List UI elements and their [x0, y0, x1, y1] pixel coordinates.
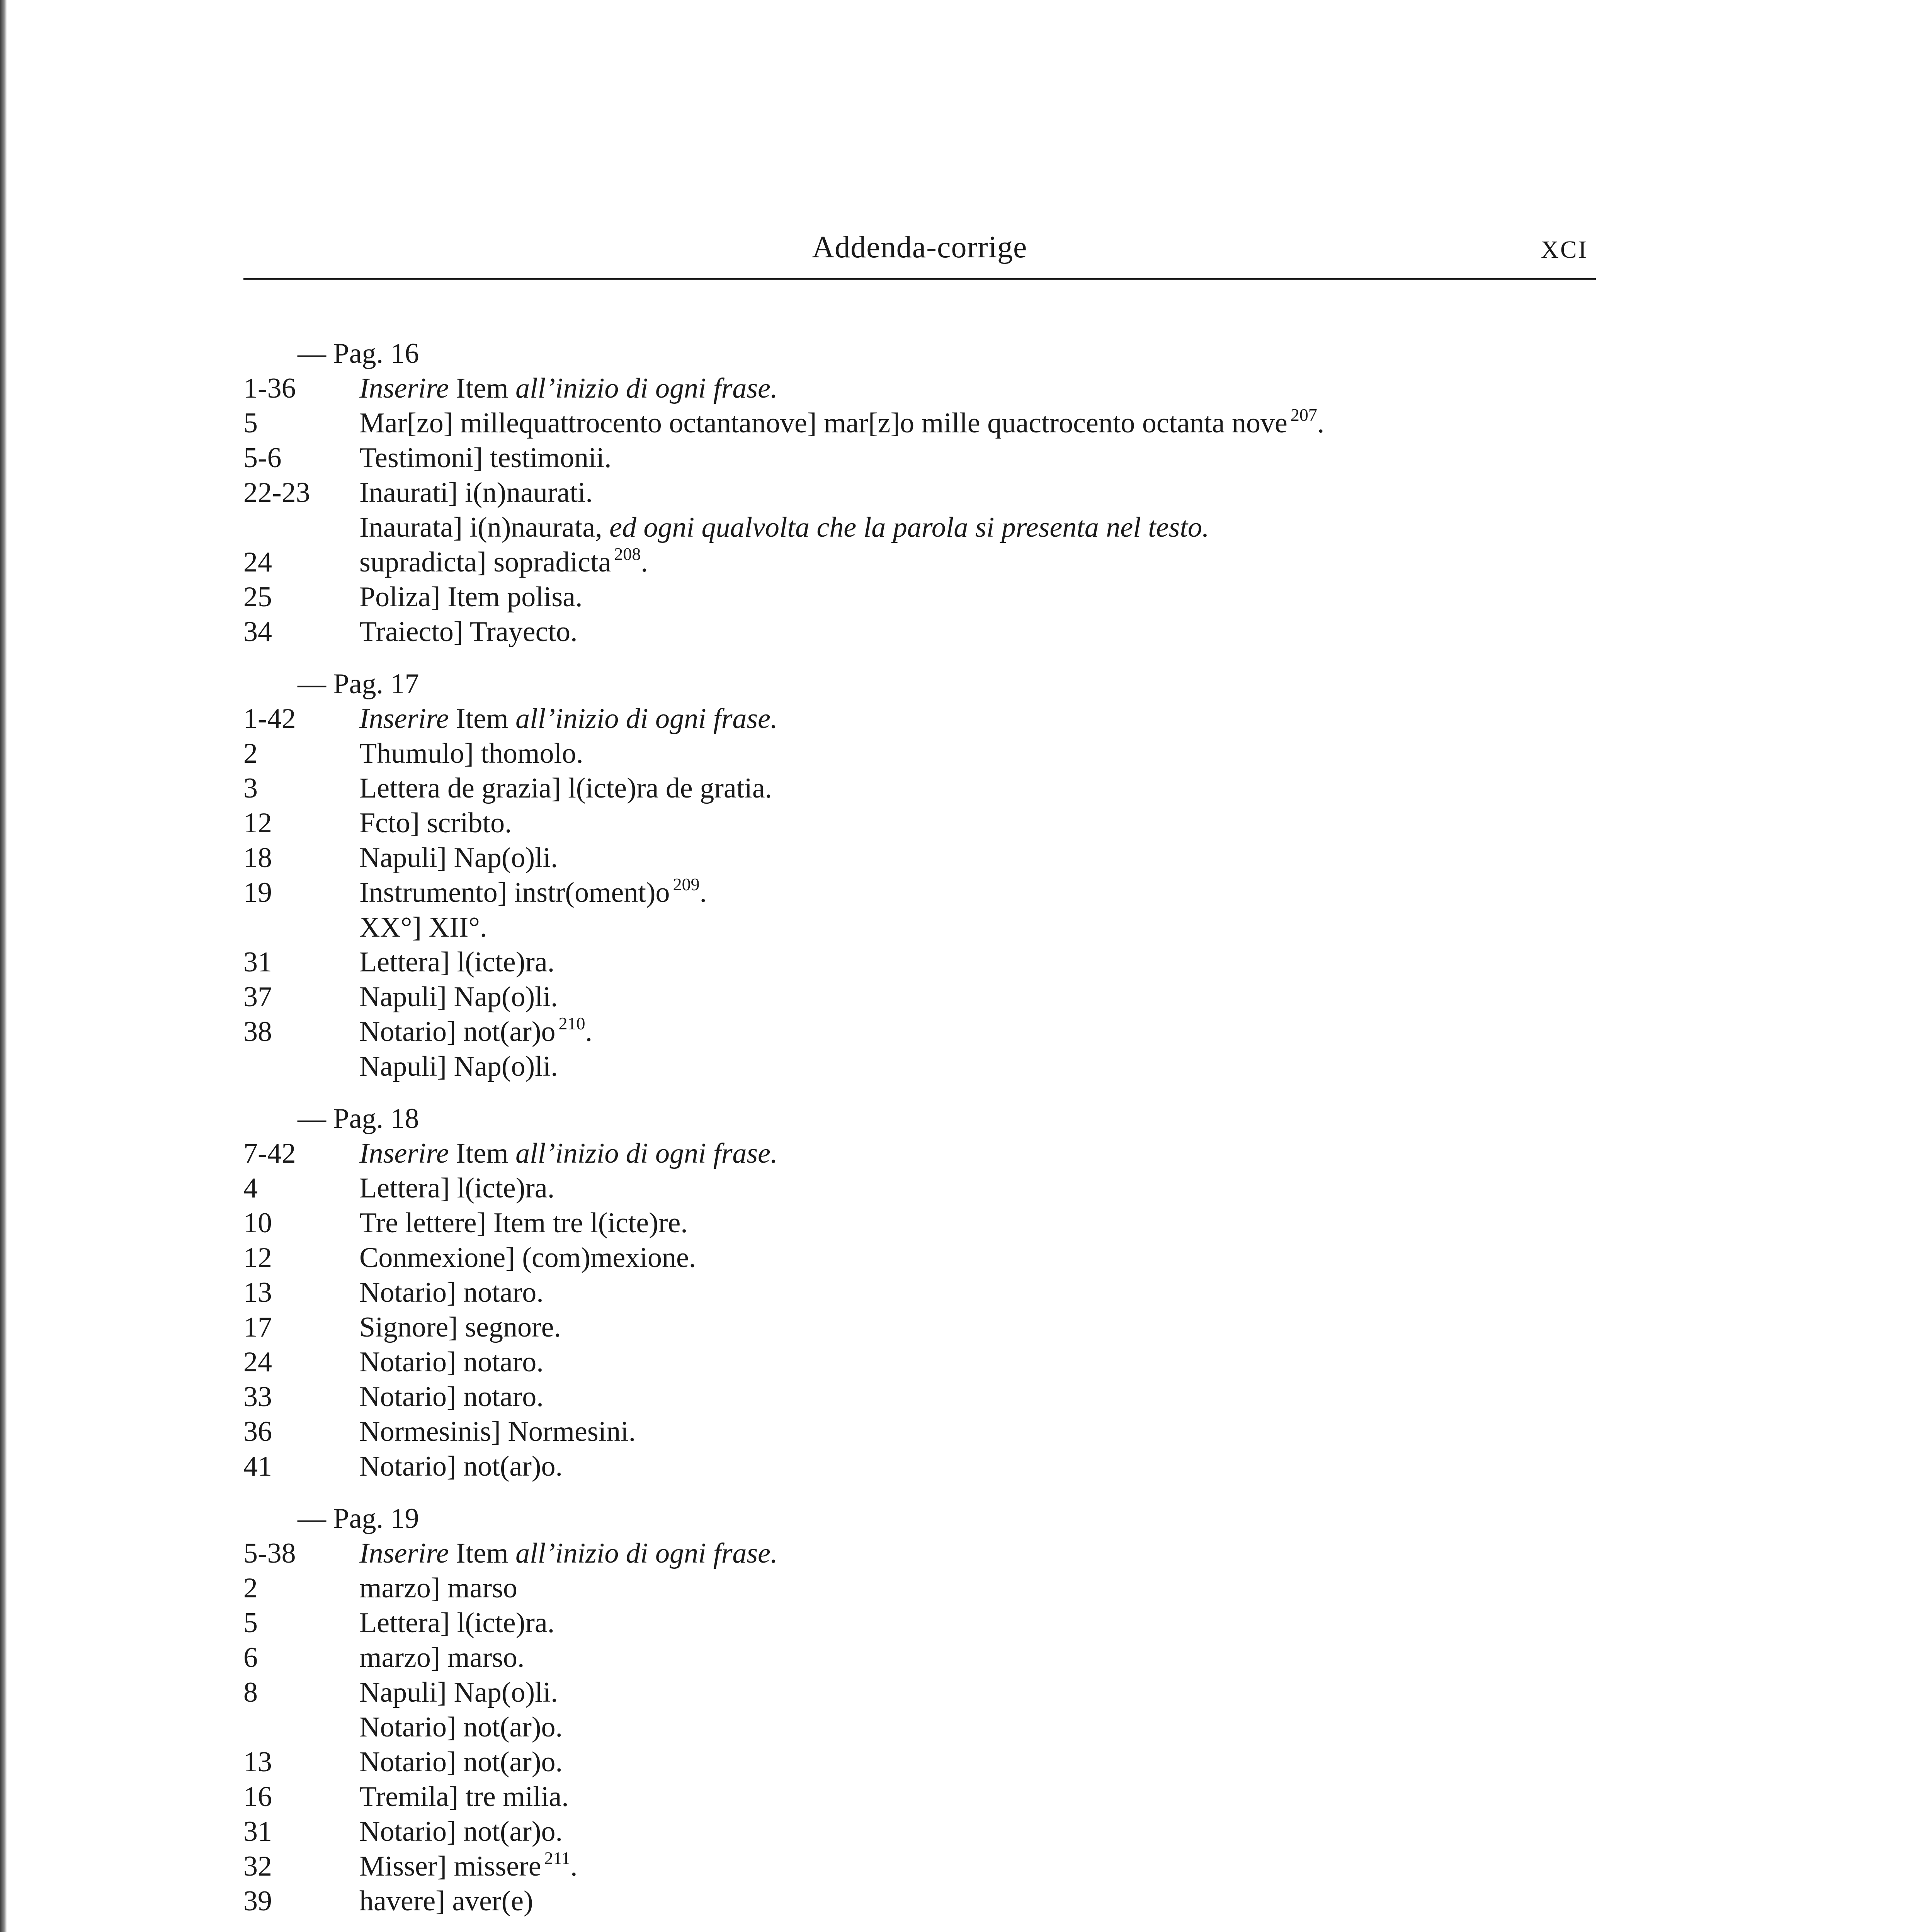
correction-entry [243, 910, 1596, 945]
correction-entry [243, 1884, 1596, 1918]
line-reference: 5 [243, 407, 258, 439]
text-run: Tre lettere] Item tre l(icte)re. [359, 1207, 688, 1239]
line-reference: 18 [243, 842, 272, 874]
text-run: Notario] notaro. [359, 1381, 544, 1413]
italic-text: Inserire [359, 703, 449, 735]
correction-entry [243, 1605, 1596, 1640]
line-reference: 10 [243, 1207, 272, 1239]
correction-text [359, 580, 582, 614]
italic-text: all’inizio di ogni frase. [515, 372, 778, 404]
correction-text [359, 1240, 696, 1275]
text-run: Inaurata] i(n)naurata, [359, 512, 610, 543]
line-reference: 8 [243, 1677, 258, 1708]
correction-text [359, 1745, 563, 1779]
line-reference: 12 [243, 807, 272, 839]
correction-text [359, 980, 558, 1014]
line-reference: 3 [243, 772, 258, 804]
text-run: Item [449, 1138, 516, 1169]
line-reference: 41 [243, 1451, 272, 1482]
text-run: Thumulo] thomolo. [359, 738, 583, 769]
italic-text: all’inizio di ogni frase. [515, 703, 778, 735]
page-edge-shadow [0, 0, 7, 1932]
italic-text: all’inizio di ogni frase. [515, 1537, 778, 1569]
correction-text [359, 1414, 636, 1449]
line-reference: 2 [243, 738, 258, 769]
italic-text: Inserire [359, 1537, 449, 1569]
text-run: Inaurati] i(n)naurati. [359, 477, 593, 509]
correction-text [359, 1571, 517, 1605]
text-run: Notario] notaro. [359, 1277, 544, 1308]
correction-entry [243, 701, 1596, 736]
text-run: XX°] XII°. [359, 912, 487, 943]
correction-text [359, 875, 707, 910]
section-heading: — Pag. 17 [298, 668, 419, 700]
correction-text [359, 1345, 544, 1379]
text-run: Instrumento] instr(oment)o [359, 877, 670, 908]
line-reference: 5-6 [243, 442, 282, 474]
correction-entry [243, 1310, 1596, 1345]
text-run: Traiecto] Trayecto. [359, 616, 578, 648]
text-run: Napuli] Nap(o)li. [359, 1051, 558, 1082]
correction-text [359, 701, 778, 736]
entry-end-punct: . [1317, 407, 1325, 439]
text-run: Notario] notaro. [359, 1346, 544, 1378]
text-run: supradicta] sopradicta [359, 546, 611, 578]
text-run: Misser] missere [359, 1850, 541, 1882]
line-reference: 5 [243, 1607, 258, 1639]
correction-entry [243, 1710, 1596, 1745]
italic-text: all’inizio di ogni frase. [515, 1138, 778, 1169]
text-run: Item [449, 372, 516, 404]
text-run: Mar[zo] millequattrocento octantanove] mar[z]o mille quactrocento octanta nove [359, 407, 1287, 439]
correction-text [359, 1849, 577, 1884]
text-run: Item [449, 1537, 516, 1569]
correction-entry [243, 1014, 1596, 1049]
correction-entry [243, 1275, 1596, 1310]
line-reference: 24 [243, 1346, 272, 1378]
section-heading: — Pag. 16 [298, 338, 419, 369]
line-reference: 31 [243, 1816, 272, 1847]
correction-text [359, 1171, 554, 1206]
line-reference: 32 [243, 1850, 272, 1882]
text-run: Lettera] l(icte)ra. [359, 1607, 555, 1639]
correction-text [359, 1884, 533, 1918]
correction-text [359, 1536, 778, 1571]
correction-entry [243, 1206, 1596, 1240]
correction-text [359, 1049, 558, 1084]
text-run: Notario] not(ar)o [359, 1016, 556, 1048]
text-run: marzo] marso [359, 1572, 517, 1604]
correction-text [359, 1710, 563, 1745]
correction-text [359, 510, 1209, 545]
correction-text [359, 910, 487, 945]
line-reference: 7-42 [243, 1138, 296, 1169]
line-reference: 1-42 [243, 703, 296, 735]
correction-text [359, 545, 648, 580]
correction-entry [243, 875, 1596, 910]
correction-text [359, 1379, 544, 1414]
footnote-ref: 208 [614, 544, 641, 564]
footnote-ref: 207 [1290, 405, 1317, 425]
correction-text [359, 945, 554, 980]
correction-entry [243, 406, 1596, 440]
line-reference: 24 [243, 546, 272, 578]
correction-text [359, 1779, 569, 1814]
line-reference: 38 [243, 1016, 272, 1048]
line-reference: 5-38 [243, 1537, 296, 1569]
correction-text [359, 1014, 592, 1049]
footnote-ref: 209 [673, 874, 700, 894]
text-run: Signore] segnore. [359, 1311, 561, 1343]
text-run: Napuli] Nap(o)li. [359, 981, 558, 1013]
correction-entry [243, 1049, 1596, 1084]
correction-entry [243, 1640, 1596, 1675]
line-reference: 36 [243, 1416, 272, 1447]
text-run: Notario] not(ar)o. [359, 1746, 563, 1778]
section-heading: — Pag. 18 [298, 1103, 419, 1134]
line-reference: 1-36 [243, 372, 296, 404]
line-reference: 13 [243, 1746, 272, 1778]
text-run: Notario] not(ar)o. [359, 1711, 563, 1743]
line-reference: 6 [243, 1642, 258, 1673]
running-header [243, 228, 1596, 280]
correction-text [359, 771, 772, 806]
correction-text [359, 1675, 558, 1710]
correction-entry [243, 1449, 1596, 1484]
text-run: Item [449, 703, 516, 735]
correction-section [243, 667, 1596, 1084]
correction-entry [243, 510, 1596, 545]
text-run: Tremila] tre milia. [359, 1781, 569, 1813]
correction-entry [243, 1849, 1596, 1884]
line-reference: 33 [243, 1381, 272, 1413]
text-run: Lettera] l(icte)ra. [359, 1172, 555, 1204]
correction-text [359, 440, 612, 475]
line-reference: 16 [243, 1781, 272, 1813]
correction-text [359, 1310, 561, 1345]
footnote-ref: 211 [544, 1848, 570, 1868]
correction-text [359, 1136, 778, 1171]
correction-entry [243, 1536, 1596, 1571]
correction-entry [243, 371, 1596, 406]
correction-entry [243, 614, 1596, 649]
line-reference: 2 [243, 1572, 258, 1604]
correction-section [243, 1101, 1596, 1484]
line-reference: 37 [243, 981, 272, 1013]
correction-entry [243, 806, 1596, 840]
correction-text [359, 1449, 563, 1484]
text-run: marzo] marso. [359, 1642, 525, 1673]
line-reference: 22-23 [243, 477, 310, 509]
text-run: Notario] not(ar)o. [359, 1816, 563, 1847]
correction-entry [243, 580, 1596, 614]
section-heading: — Pag. 19 [298, 1503, 419, 1534]
correction-text [359, 1206, 688, 1240]
correction-text [359, 406, 1324, 440]
text-run: Testimoni] testimonii. [359, 442, 612, 474]
correction-entry [243, 1171, 1596, 1206]
correction-entry [243, 840, 1596, 875]
correction-entry [243, 1414, 1596, 1449]
correction-entry [243, 1814, 1596, 1849]
correction-entry [243, 1779, 1596, 1814]
entry-end-punct: . [641, 546, 648, 578]
correction-entry [243, 945, 1596, 980]
line-reference: 25 [243, 581, 272, 613]
correction-text [359, 1605, 554, 1640]
correction-section [243, 336, 1596, 649]
correction-text [359, 736, 583, 771]
correction-entry [243, 771, 1596, 806]
line-reference: 31 [243, 946, 272, 978]
correction-entry [243, 1745, 1596, 1779]
correction-text [359, 1275, 544, 1310]
correction-entry [243, 980, 1596, 1014]
entry-end-punct: . [585, 1016, 593, 1048]
text-run: havere] aver(e) [359, 1885, 533, 1917]
correction-entry [243, 545, 1596, 580]
correction-entry [243, 736, 1596, 771]
correction-text [359, 1814, 563, 1849]
entry-end-punct: . [699, 877, 707, 908]
text-run: Napuli] Nap(o)li. [359, 1677, 558, 1708]
text-run: Lettera de grazia] l(icte)ra de gratia. [359, 772, 772, 804]
correction-text [359, 806, 512, 840]
text-run: Fcto] scribto. [359, 807, 512, 839]
correction-text [359, 614, 578, 649]
line-reference: 12 [243, 1242, 272, 1274]
text-run: Conmexione] (com)mexione. [359, 1242, 696, 1274]
correction-entry [243, 1379, 1596, 1414]
text-run: Normesinis] Normesini. [359, 1416, 636, 1447]
italic-text: ed ogni qualvolta che la parola si presenta nel testo. [609, 512, 1209, 543]
correction-text [359, 1640, 524, 1675]
line-reference: 13 [243, 1277, 272, 1308]
entry-end-punct: . [570, 1850, 578, 1882]
line-reference: 17 [243, 1311, 272, 1343]
text-run: Napuli] Nap(o)li. [359, 842, 558, 874]
corrections-list [243, 336, 1596, 1932]
correction-entry [243, 475, 1596, 510]
footnote-ref: 210 [558, 1014, 585, 1033]
correction-text [359, 840, 558, 875]
correction-entry [243, 1345, 1596, 1379]
italic-text: Inserire [359, 372, 449, 404]
correction-entry [243, 1136, 1596, 1171]
correction-section [243, 1501, 1596, 1918]
correction-text [359, 475, 593, 510]
text-run: Notario] not(ar)o. [359, 1451, 563, 1482]
page-number: XCI [1541, 236, 1588, 263]
correction-entry [243, 1571, 1596, 1605]
running-title: Addenda-corrige [812, 230, 1027, 264]
line-reference: 34 [243, 616, 272, 648]
correction-text [359, 371, 778, 406]
text-run: Lettera] l(icte)ra. [359, 946, 555, 978]
text-run: Poliza] Item polisa. [359, 581, 583, 613]
correction-entry [243, 1240, 1596, 1275]
line-reference: 4 [243, 1172, 258, 1204]
correction-entry [243, 1675, 1596, 1710]
line-reference: 19 [243, 877, 272, 908]
line-reference: 39 [243, 1885, 272, 1917]
correction-entry [243, 440, 1596, 475]
italic-text: Inserire [359, 1138, 449, 1169]
